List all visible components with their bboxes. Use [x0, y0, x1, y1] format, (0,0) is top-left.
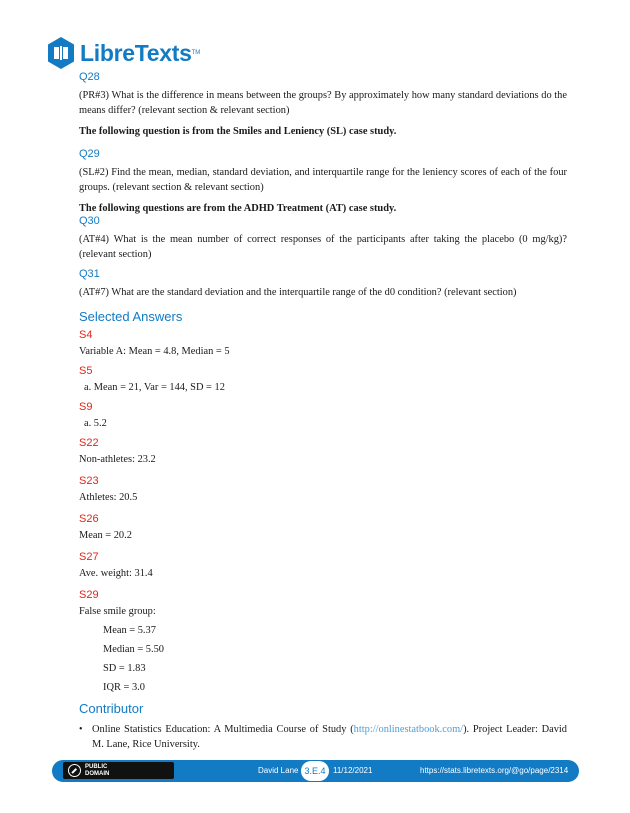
question-heading: Q29	[79, 148, 100, 160]
license-label	[85, 764, 109, 777]
answer-text: False smile group:	[79, 606, 156, 617]
license-line-2: DOMAIN	[85, 770, 110, 777]
contributor-suffix: ). Project Leader: David M. Lane, Rice University.	[92, 724, 567, 750]
answer-text: Ave. weight: 31.4	[79, 568, 153, 579]
question-text: (PR#3) What is the difference in means between the groups? By approximately how many standard deviations do the means differ? (relevant section & relevant section)	[79, 90, 567, 116]
question-heading: Q28	[79, 71, 100, 83]
answer-text: Non-athletes: 23.2	[79, 454, 156, 465]
page-footer	[52, 760, 579, 782]
answer-heading: S27	[79, 551, 99, 563]
footer-url[interactable]: https://stats.libretexts.org/@go/page/2314	[420, 766, 569, 775]
footer-date: 11/12/2021	[333, 766, 373, 775]
question-text: (AT#4) What is the mean number of correct responses of the participants after taking the placebo (0 mg/kg)? (relevant section)	[79, 234, 567, 260]
answer-heading: S23	[79, 475, 99, 487]
answer-s4	[79, 329, 567, 365]
selected-answers-section	[79, 309, 567, 701]
answer-detail-mean: Mean = 5.37	[103, 625, 156, 636]
answer-s29	[79, 589, 567, 701]
answer-s23	[79, 475, 567, 513]
case-study-note: The following questions are from the ADHD Treatment (AT) case study.	[79, 203, 397, 214]
answer-s5	[79, 365, 567, 401]
answer-text: Mean = 20.2	[79, 530, 132, 541]
public-domain-icon	[68, 764, 81, 777]
answer-text: Athletes: 20.5	[79, 492, 138, 503]
question-text: (SL#2) Find the mean, median, standard deviation, and interquartile range for the leniency scores of each of the four groups. (relevant section & relevant section)	[79, 167, 567, 193]
logo-wordmark: LibreTexts	[80, 39, 192, 66]
contributor-text	[92, 722, 567, 752]
license-line-1: PUBLIC	[85, 764, 108, 770]
contributor-prefix: Online Statistics Education: A Multimedia Course of Study (	[92, 724, 354, 735]
question-heading: Q31	[79, 268, 100, 280]
question-q28	[79, 71, 567, 148]
logo-trademark: TM	[191, 50, 201, 56]
answer-text: a. Mean = 21, Var = 144, SD = 12	[84, 382, 225, 393]
answer-s26	[79, 513, 567, 551]
footer-author: David Lane	[258, 766, 299, 775]
answer-detail-median: Median = 5.50	[103, 644, 164, 655]
contributor-section	[79, 701, 567, 752]
libretexts-logo[interactable]	[46, 36, 200, 70]
answer-heading: S9	[79, 401, 93, 413]
section-heading: Selected Answers	[79, 309, 183, 324]
answer-text: Variable A: Mean = 4.8, Median = 5	[79, 346, 230, 357]
case-study-note: The following question is from the Smiles and Leniency (SL) case study.	[79, 126, 397, 137]
question-q31	[79, 268, 567, 309]
answer-s22	[79, 437, 567, 475]
page-content	[79, 71, 567, 752]
answer-s9	[79, 401, 567, 437]
answer-heading: S4	[79, 329, 93, 341]
contributor-link[interactable]: http://onlinestatbook.com/	[353, 724, 464, 735]
question-q30	[79, 215, 567, 268]
page-number-badge: 3.E.4	[301, 761, 329, 781]
answer-text: a. 5.2	[84, 418, 107, 429]
question-text: (AT#7) What are the standard deviation and the interquartile range of the d0 condition? (relevant section)	[79, 287, 517, 298]
answer-heading: S5	[79, 365, 93, 377]
answer-heading: S26	[79, 513, 99, 525]
answer-s27	[79, 551, 567, 589]
contributor-item	[79, 722, 567, 752]
question-heading: Q30	[79, 215, 100, 227]
question-q29	[79, 148, 567, 215]
bullet-icon: •	[79, 724, 83, 735]
answer-heading: S22	[79, 437, 99, 449]
answer-heading: S29	[79, 589, 99, 601]
libretexts-logo-icon	[46, 36, 76, 70]
section-heading: Contributor	[79, 701, 144, 716]
public-domain-badge[interactable]	[63, 762, 174, 779]
answer-detail-iqr: IQR = 3.0	[103, 682, 145, 693]
answer-detail-sd: SD = 1.83	[103, 663, 146, 674]
